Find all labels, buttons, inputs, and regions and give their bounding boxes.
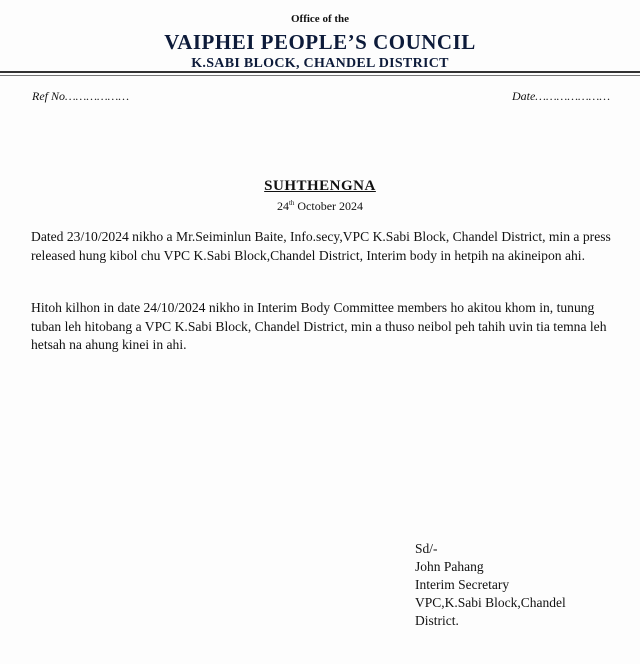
notice-title-block [0, 177, 640, 213]
signatory-designation: Interim Secretary [415, 577, 510, 592]
notice-date-day: 24 [276, 199, 289, 213]
body-paragraph-2: Hitoh kilhon in date 24/10/2024 nikho in Interim Body Committee members ho akitou khom in, tunung tuban leh hitobang a VPC K.Sabi Block, Chandel District, min a thuso neibol peh tahih uvin tia temna leh hetsah na ahung kinei in ahi. [31, 300, 607, 352]
header-divider-thick [0, 71, 640, 73]
date-field: Date………………… [511, 89, 610, 103]
signature-sd: Sd/- [415, 541, 438, 556]
notice-date-month-year: October 2024 [294, 199, 364, 213]
header-divider-thin [0, 75, 640, 76]
notice-title: SUHTHENGNA [264, 178, 376, 194]
signature-block [415, 540, 566, 630]
organization-location: K.SABI BLOCK, CHANDEL DISTRICT [191, 56, 449, 71]
body-paragraph-1: Dated 23/10/2024 nikho a Mr.Seiminlun Baite, Info.secy,VPC K.Sabi Block, Chandel District, min a press released hung kibol chu VPC K.Sabi Block,Chandel District, Interim body in hetpih na akineipon ahi. [31, 229, 611, 263]
signatory-name: John Pahang [415, 559, 484, 574]
notice-date-suffix: th [288, 199, 295, 207]
organization-name: VAIPHEI PEOPLE’S COUNCIL [164, 30, 476, 54]
letterhead [0, 10, 640, 73]
signatory-organization-cont: District. [415, 613, 459, 628]
reference-number: Ref No……………… [32, 89, 130, 103]
office-label: Office of the [290, 13, 350, 25]
notice-date [0, 196, 640, 213]
signatory-organization: VPC,K.Sabi Block,Chandel [415, 595, 566, 610]
